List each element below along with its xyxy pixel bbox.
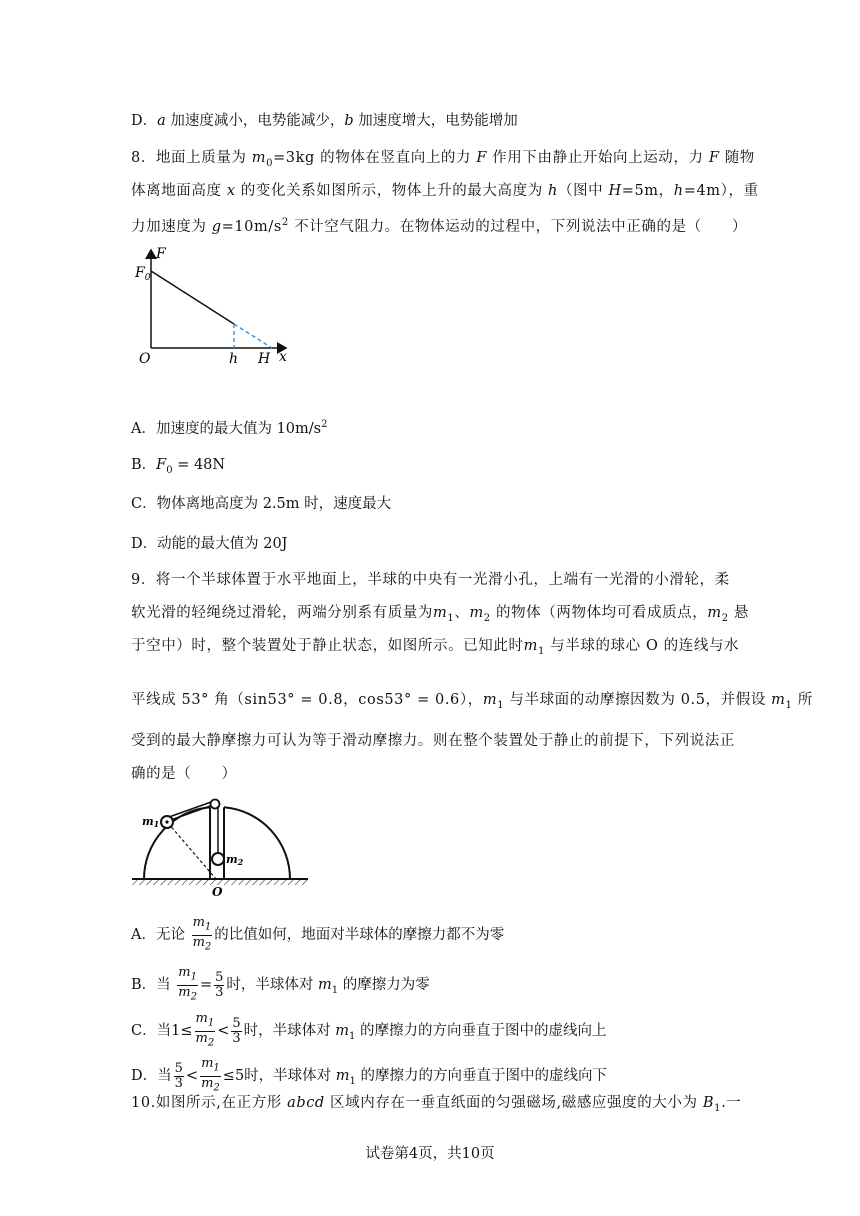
q9-stem-line-6: 确的是（ ） [131, 766, 237, 782]
q8-stem-line-2: 体离地面高度 x 的变化关系如图所示，物体上升的最大高度为 h（图中 H=5m，h=4m），重 [131, 183, 759, 199]
hemisphere-right [224, 807, 290, 879]
force-line-extension [234, 324, 272, 348]
q9-stem-line-3: 于空中）时，整个装置处于静止状态，如图所示。已知此时$m_1$ 与半球的球心 O 的连线与水 [131, 638, 740, 657]
q9-hemisphere-figure [130, 795, 310, 900]
q9-option-d: D．当 $\frac{5}{3}$ < $\frac{m_1}{m_2}$ ≤5时，半球体对 $m_1$ 的摩擦力的方向垂直于图中的虚线向下 [131, 1056, 608, 1094]
q8-stem-line-3: 力加速度为 $g=10m/s^2$ 不计空气阻力。在物体运动的过程中，下列说法中正确的是（ ） [131, 217, 748, 235]
rope-to-m1 [169, 801, 214, 817]
q9-stem-line-2: 软光滑的轻绳绕过滑轮，两端分别系有质量为$m_1$、$m_2$ 的物体（两物体均可看成质点，$m_2$ 悬 [131, 605, 750, 624]
fig-m1-label: m1 [142, 815, 160, 829]
dashed-radius [168, 823, 216, 879]
mass-m1-center [165, 820, 168, 823]
q8-force-height-graph [128, 244, 303, 369]
q8-option-c: C．物体离地高度为 2.5m 时，速度最大 [131, 496, 392, 512]
q9-stem-line-4: 平线成 53° 角（sin53° = 0.8，cos53° = 0.6），$m_1$ 与半球面的动摩擦因数为 0.5，并假设 $m_1$ 所 [131, 692, 813, 711]
q8-option-a: A．加速度的最大值为 $10m/s^2$ [131, 419, 328, 437]
q9-option-b: B．当 $\frac{m_1}{m_2}$ = $\frac{5}{3}$ 时，半球体对 $m_1$ 的摩擦力为零 [131, 965, 430, 1003]
graph-h-label: h [229, 351, 239, 367]
graph-x-label: x [279, 349, 287, 365]
q8-option-b: B．$F_0 = 48N$ [131, 457, 226, 476]
q9-stem-line-5: 受到的最大静摩擦力可认为等于滑动摩擦力。则在整个装置处于静止的前提下，下列说法正 [131, 733, 735, 749]
fig-o-label: O [212, 885, 223, 899]
q9-option-a: A．无论 $\frac{m_1}{m_2}$ 的比值如何，地面对半球体的摩擦力都不为零 [131, 915, 505, 953]
q7-option-d: D．a 加速度减小，电势能减少，b 加速度增大，电势能增加 [131, 113, 518, 129]
force-line [151, 271, 234, 324]
q9-option-c: C．当1≤ $\frac{m_1}{m_2}$ < $\frac{5}{3}$ 时，半球体对 $m_1$ 的摩擦力的方向垂直于图中的虚线向上 [131, 1011, 607, 1049]
mass-m2 [212, 853, 224, 865]
q8-stem-line-1: 8．地面上质量为 $m_0=3kg$ 的物体在竖直向上的力 F 作用下由静止开始向上运动，力 F 随物 [131, 150, 755, 169]
page-footer: 试卷第4页，共10页 [365, 1146, 495, 1162]
graph-origin-label: O [139, 351, 151, 367]
rope-upper [168, 805, 213, 821]
ratio-fraction: $\frac{m_1}{m_2}$ [192, 915, 212, 953]
q8-option-d: D．动能的最大值为 20J [131, 536, 288, 552]
q10-stem-line-1: 10.如图所示,在正方形 abcd 区域内存在一垂直纸面的匀强磁场,磁感应强度的大小为 $B_1$.一 [131, 1095, 742, 1114]
graph-y-label: F [156, 246, 166, 262]
graph-H-label: H [258, 351, 271, 367]
q9-stem-line-1: 9．将一个半球体置于水平地面上，半球的中央有一光滑小孔，上端有一光滑的小滑轮，柔 [131, 572, 730, 588]
graph-f0-label: $F_0$ [135, 265, 151, 283]
fig-m2-label: m2 [226, 853, 244, 867]
